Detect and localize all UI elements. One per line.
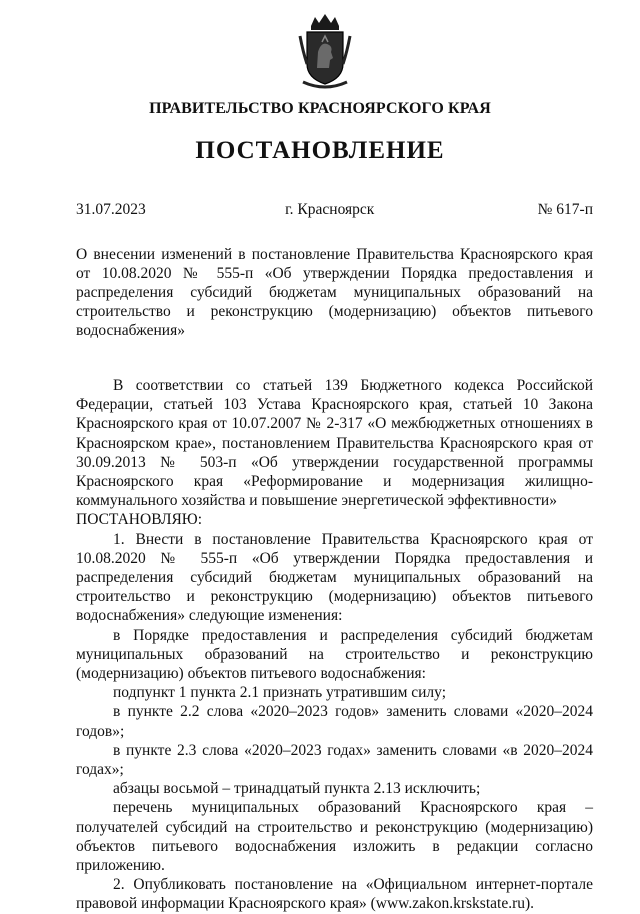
paragraph-item-1: 1. Внести в постановление Правительства Красноярского края от 10.08.2020 № 555-п «Об утверждении Порядка предоставления и распределения субсидий бюджетам муниципальных образований на строительство и реконструкцию (модернизацию) объектов питьевого водоснабжения» следующие изменения: [76, 530, 593, 625]
government-name: ПРАВИТЕЛЬСТВО КРАСНОЯРСКОГО КРАЯ [149, 100, 491, 117]
document-date: 31.07.2023 [76, 201, 146, 218]
paragraph-item-2: 2. Опубликовать постановление на «Официальном интернет-портале правовой информации Красноярского края» (www.zakon.krskstate.ru). [76, 876, 593, 913]
paragraph-preamble: В соответствии со статьей 139 Бюджетного кодекса Российской Федерации, статьей 103 Устава Красноярского края, статьей 10 Закона Красноярского края от 10.07.2007 № 2-317 «О межбюджетных отношениях в Красноярском крае», постановлением Правительства Красноярского края от 30.09.2013 № 503-п «Об утверждении государственной программы Красноярского края «Реформирование и модернизация жилищно-коммунального хозяйства и повышение энергетической эффективности» [76, 377, 593, 510]
paragraph-sub-2: в пункте 2.2 слова «2020–2023 годов» заменить словами «2020–2024 годов»; [76, 703, 593, 740]
date-line [76, 201, 593, 219]
document-subject: О внесении изменений в постановление Правительства Красноярского края от 10.08.2020 № 555-п «Об утверждении Порядка предоставления и распределения субсидий бюджетам муниципальных образований на строительство и реконструкцию (модернизацию) объектов питьевого водоснабжения» [76, 246, 593, 339]
paragraph-procedure: в Порядке предоставления и распределения субсидий бюджетам муниципальных образований на строительство и реконструкцию (модернизацию) объектов питьевого водоснабжения: [76, 626, 593, 683]
document-city: г. Красноярск [285, 201, 375, 218]
paragraph-sub-5: перечень муниципальных образований Красноярского края – получателей субсидий на строительство и реконструкцию (модернизацию) объектов питьевого водоснабжения изложить в редакции согласно приложению. [76, 799, 593, 875]
paragraph-resolve: ПОСТАНОВЛЯЮ: [76, 511, 203, 529]
document-type-title: ПОСТАНОВЛЕНИЕ [195, 137, 445, 164]
coat-of-arms-emblem [297, 12, 353, 90]
paragraph-sub-1: подпункт 1 пункта 2.1 признать утратившим силу; [113, 684, 447, 702]
paragraph-sub-3: в пункте 2.3 слова «2020–2023 годах» заменить словами «в 2020–2024 годах»; [76, 741, 593, 779]
document-body [76, 376, 593, 914]
paragraph-sub-4: абзацы восьмой – тринадцатый пункта 2.13 исключить; [113, 780, 481, 798]
document-number: № 617-п [537, 201, 593, 218]
